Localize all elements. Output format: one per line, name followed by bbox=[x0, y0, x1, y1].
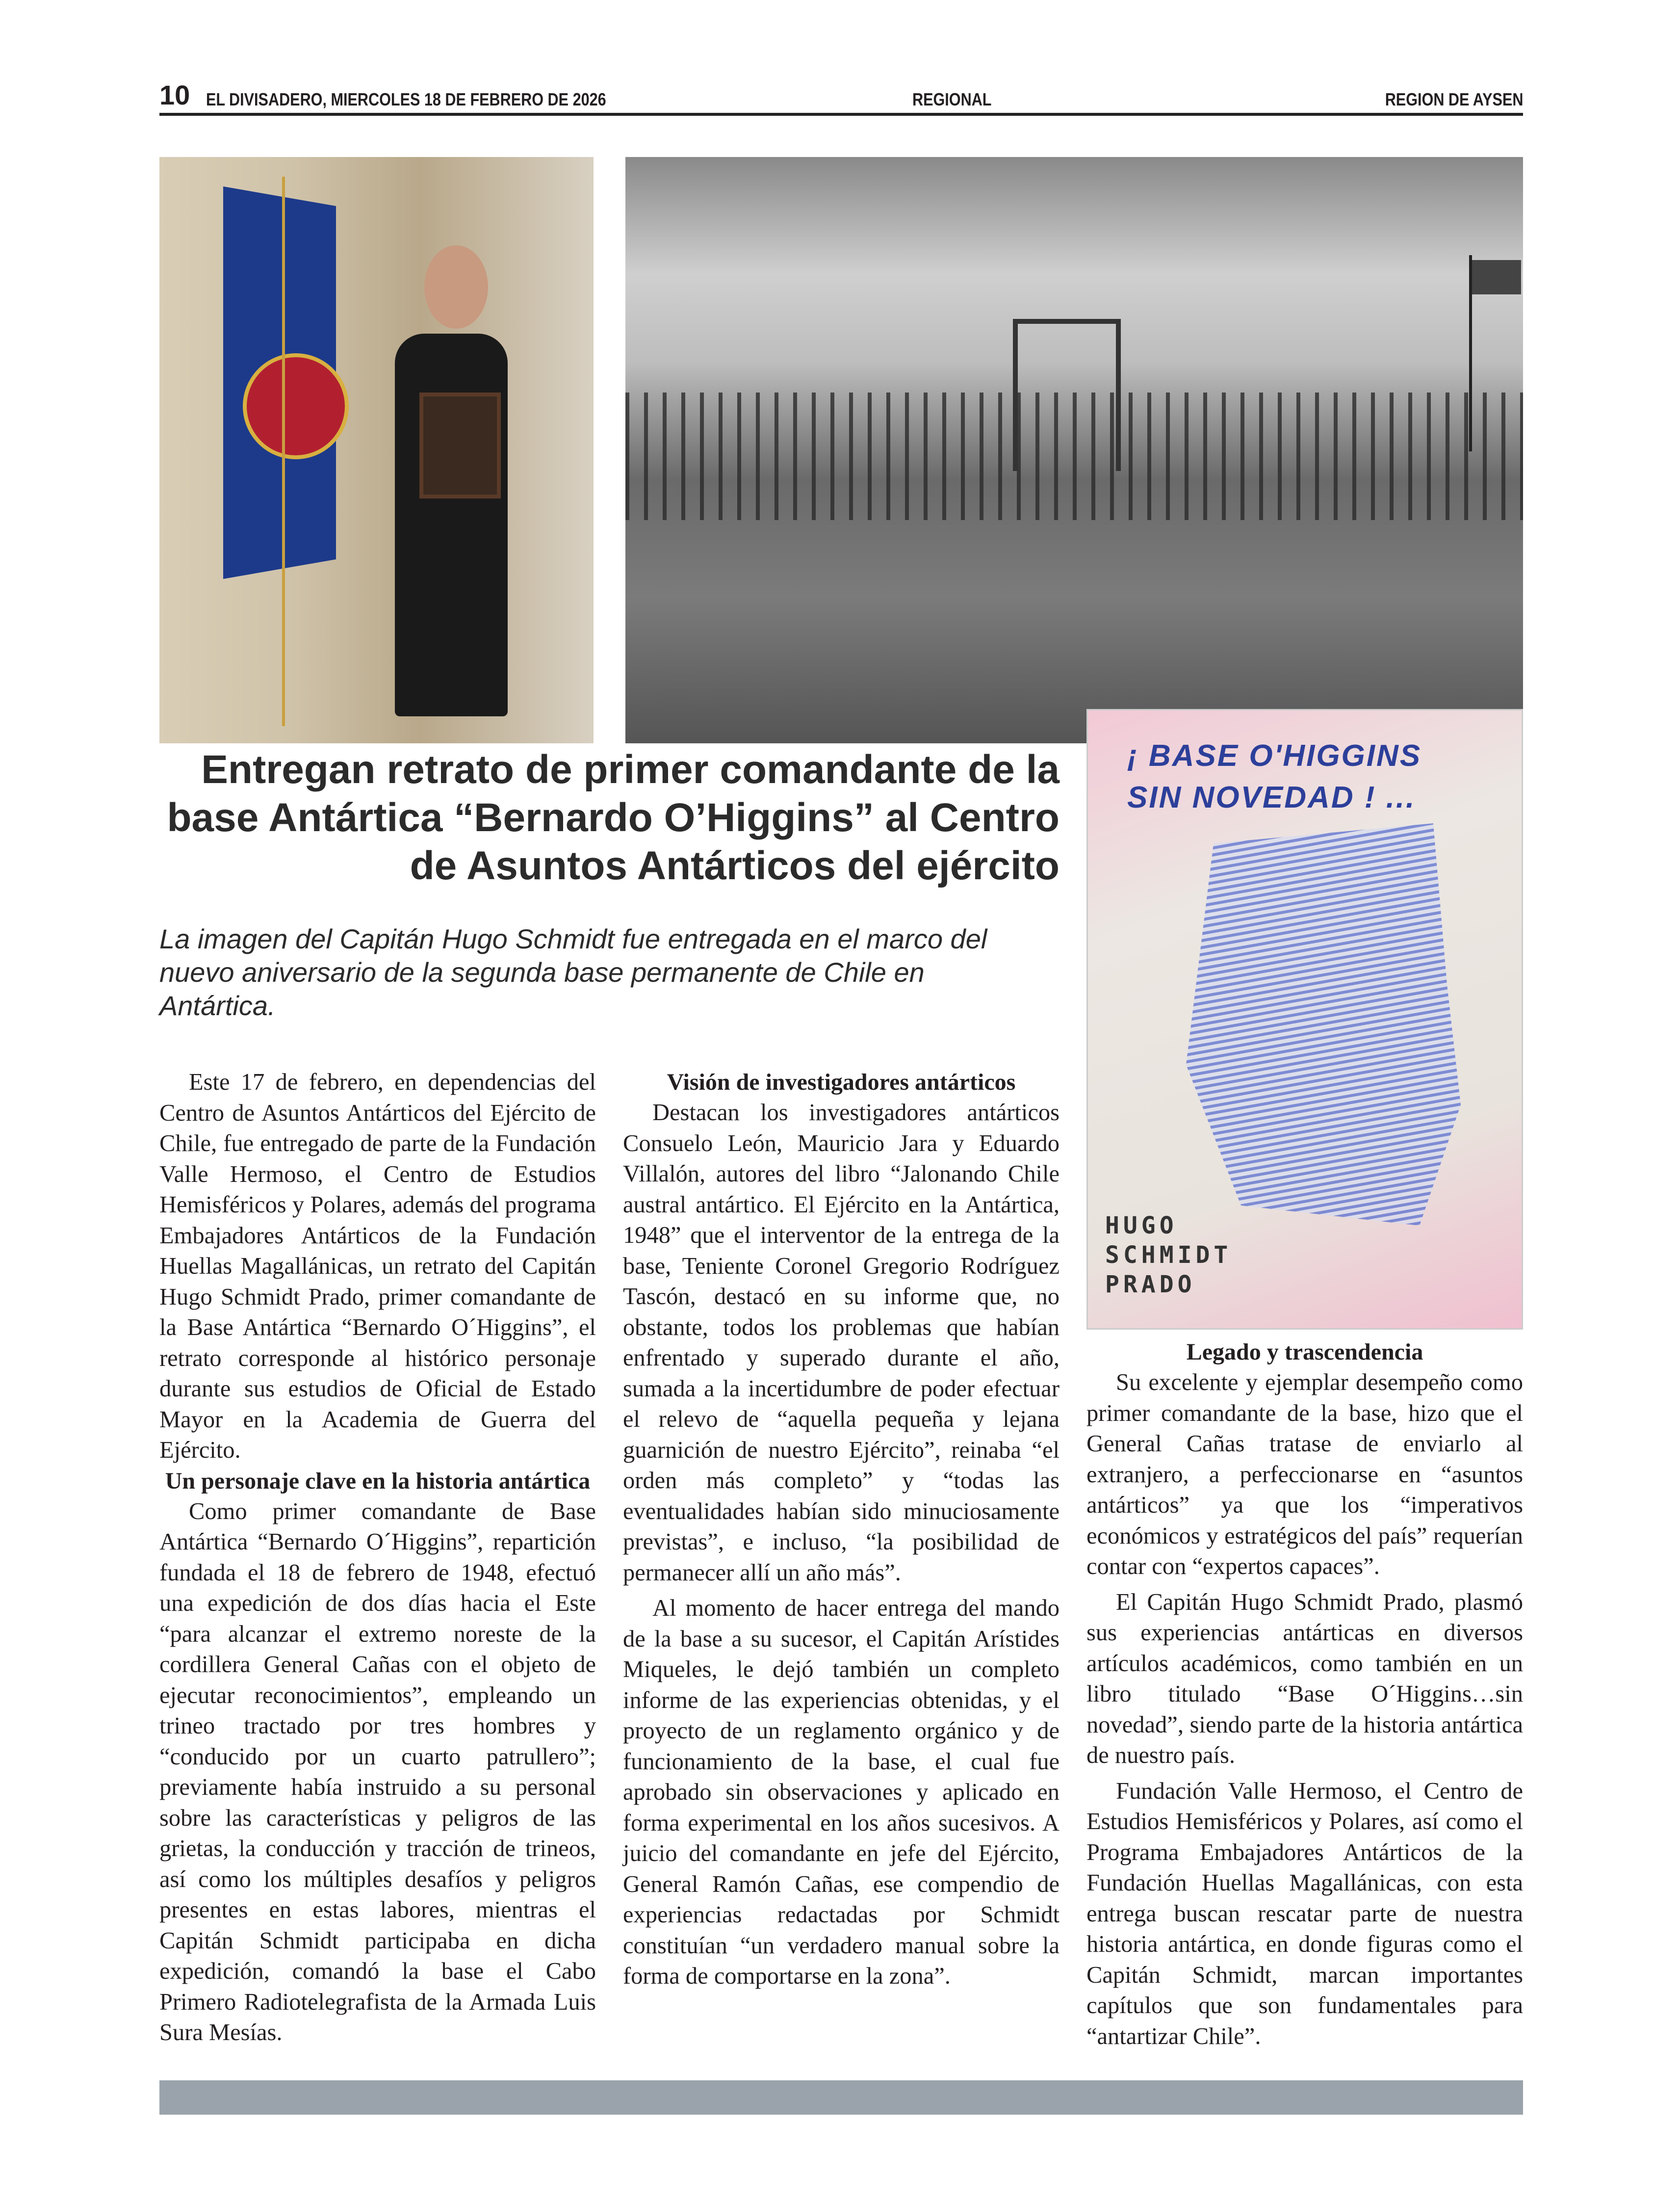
book-cover-art bbox=[1186, 823, 1461, 1226]
photo-man-with-portrait bbox=[159, 157, 594, 743]
body-paragraph: Como primer comandante de Base Antártica “Bernardo O´Higgins”, repartición fundada el 18 de febrero de 1948, efectuó una expedición de dos días hacia el Este “para alcanzar el extremo noreste de la cordillera General Cañas con el objeto de ejecutar reconocimientos”, empleando un trineo tractado por tres hombres y “conducido por un cuarto patrullero”; previamente había instruido a su personal sobre las características y peligros de las grietas, la conducción y tracción de trineos, así como los múltiples desafíos y peligros presentes en estas labores, mientras el Capitán Schmidt participaba en dicha expedición, comandó la base el Cabo Primero Radiotelegrafista de la Armada Luis Sura Mesías. bbox=[159, 1498, 596, 2045]
article-column-3 bbox=[1086, 1337, 1523, 2052]
body-paragraph: Fundación Valle Hermoso, el Centro de Estudios Hemisféricos y Polares, así como el Programa Embajadores Antárticos de la Fundación Huellas Magallánicas, con esta entrega buscan rescatar parte de nuestra historia antártica, en donde figuras como el Capitán Schmidt, marcan importantes capítulos que son fundamentales para “antartizar Chile”. bbox=[1086, 1778, 1523, 2049]
page-number: 10 bbox=[159, 79, 190, 110]
article-column-1 bbox=[159, 1067, 596, 2048]
book-cover-image bbox=[1086, 709, 1523, 1330]
footer-bar bbox=[159, 2080, 1523, 2115]
headline: Entregan retrato de primer comandante de la base Antártica “Bernardo O’Higgins” al Centro de Asuntos Antárticos del ejército bbox=[167, 747, 1060, 888]
section-label: REGIONAL bbox=[912, 89, 992, 109]
body-paragraph: Al momento de hacer entrega del mando de la base a su sucesor, el Capitán Arístides Miqueles, le dejó también un completo informe de las experiencias obtenidas, y el proyecto de un reglamento orgánico y de funcionamiento de la base, el cual fue aprobado sin observaciones y aplicado en forma experimental en los años sucesivos. A juicio del comandante en jefe del Ejército, General Ramón Cañas, ese compendio de experiencias redactadas por Schmidt constituían “un verdadero manual sobre la forma de comportarse en la zona”. bbox=[623, 1595, 1060, 1989]
region-label: REGION DE AYSEN bbox=[1385, 89, 1523, 109]
body-paragraph: Su excelente y ejemplar desempeño como primer comandante de la base, hizo que el General Cañas tratase de enviarlo al extranjero, a perfeccionarse en “asuntos antárticos” ya que los “imperativos económicos y estratégicos del país” requerían contar con “expertos capaces”. bbox=[1086, 1369, 1523, 1579]
publication-date: EL DIVISADERO, MIERCOLES 18 DE FEBRERO DE 2026 bbox=[206, 89, 606, 109]
page-header bbox=[159, 79, 1523, 116]
body-paragraph: El Capitán Hugo Schmidt Prado, plasmó sus experiencias antárticas en diversos artículos académicos, como también en un libro titulado “Base O´Higgins…sin novedad”, siendo parte de la historia antártica de nuestro país. bbox=[1086, 1589, 1523, 1768]
article-column-2 bbox=[623, 1067, 1060, 1992]
photo-base-construction-1948 bbox=[625, 157, 1523, 743]
body-paragraph: Este 17 de febrero, en dependencias del Centro de Asuntos Antárticos del Ejército de Chile, fue entregado de parte de la Fundación Valle Hermoso, el Centro de Estudios Hemisféricos y Polares, además del programa Embajadores Antárticos de la Fundación Huellas Magallánicas, un retrato del Capitán Hugo Schmidt Prado, primer comandante de la Base Antártica “Bernardo O´Higgins”, el retrato corresponde al histórico personaje durante sus estudios de Oficial de Estado Mayor en la Academia de Guerra del Ejército. bbox=[159, 1069, 596, 1463]
section-subheading: Legado y trascendencia bbox=[1186, 1339, 1423, 1365]
section-subheading: Un personaje clave en la historia antártica bbox=[165, 1468, 591, 1494]
book-title: ¡ BASE O'HIGGINS SIN NOVEDAD ! ... bbox=[1127, 739, 1422, 814]
body-paragraph: Destacan los investigadores antárticos Consuelo León, Mauricio Jara y Eduardo Villalón, autores del libro “Jalonando Chile austral antártico. El Ejército en la Antártica, 1948” que el interventor de la entrega de la base, Teniente Coronel Gregorio Rodríguez Tascón, destacó en su informe que, no obstante, todos los problemas que habían enfrentado y superado durante el año, sumada a la incertidumbre de poder efectuar el relevo de “aquella pequeña y lejana guarnición de nuestro Ejército”, reinaba “el orden más completo” y “todas las eventualidades habían sido minuciosamente previstas”, e incluso, “la posibilidad de permanecer allí un año más”. bbox=[623, 1100, 1060, 1586]
section-subheading: Visión de investigadores antárticos bbox=[667, 1069, 1016, 1095]
book-author: HUGO SCHMIDT PRADO bbox=[1105, 1212, 1232, 1298]
lead-paragraph: La imagen del Capitán Hugo Schmidt fue entregada en el marco del nuevo aniversario de la segunda base permanente de Chile en Antártica. bbox=[159, 923, 987, 1021]
